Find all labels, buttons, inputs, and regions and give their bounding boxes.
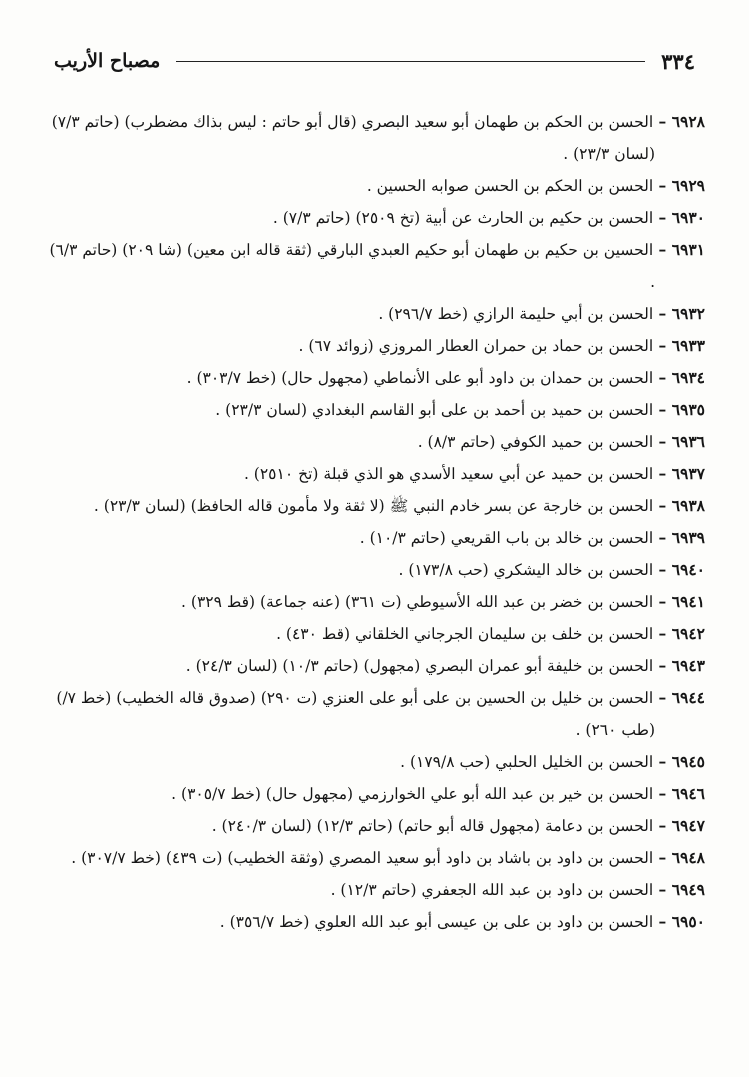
entry-number: ٦٩٤٢: [671, 624, 705, 643]
entry-number: ٦٩٣٤: [671, 368, 705, 387]
entry-dash: –: [653, 176, 672, 195]
entry-number: ٦٩٣٧: [671, 464, 705, 483]
page-number: ٣٣٤: [661, 48, 695, 74]
entry-dash: –: [653, 208, 672, 227]
entry-number: ٦٩٤٧: [671, 816, 705, 835]
entry-text: الحسن بن الحكم بن الحسن صوابه الحسين .: [366, 177, 654, 195]
entry-text: الحسن بن خالد اليشكري (حب ١٧٣/٨) .: [398, 561, 654, 579]
entry-text: الحسن بن حميد عن أبي سعيد الأسدي هو الذي قبلة (تخ ٢٥١٠) .: [243, 465, 654, 483]
entry-number: ٦٩٢٨: [671, 112, 705, 131]
entry-dash: –: [653, 816, 672, 835]
list-item: [44, 394, 705, 426]
entry-dash: –: [653, 336, 672, 355]
page-header: [54, 44, 695, 78]
entry-text: الحسن بن داود بن باشاد بن داود أبو سعيد المصري (وثقة الخطيب) (ت ٤٣٩) (خط ٣٠٧/٧) .: [71, 849, 654, 867]
entry-number: ٦٩٣٣: [671, 336, 705, 355]
entry-number: ٦٩٥٠: [671, 912, 705, 931]
entry-number: ٦٩٤٥: [671, 752, 705, 771]
entry-number: ٦٩٤٨: [671, 848, 705, 867]
entry-text: الحسن بن حماد بن حمران العطار المروزي (زوائد ٦٧) .: [298, 337, 654, 355]
entry-number: ٦٩٣٢: [671, 304, 705, 323]
entry-text: الحسن بن الخليل الحلبي (حب ١٧٩/٨) .: [400, 753, 654, 771]
entry-dash: –: [653, 464, 672, 483]
list-item: [44, 362, 705, 394]
entry-number: ٦٩٣١: [671, 240, 705, 259]
list-item: [44, 298, 705, 330]
entry-number: ٦٩٤٠: [671, 560, 705, 579]
entry-dash: –: [653, 240, 672, 259]
entry-dash: –: [653, 880, 672, 899]
entry-dash: –: [653, 400, 672, 419]
entry-dash: –: [653, 848, 672, 867]
entry-dash: –: [653, 688, 672, 707]
entry-dash: –: [653, 112, 672, 131]
entry-number: ٦٩٤١: [671, 592, 705, 611]
entry-dash: –: [653, 752, 672, 771]
list-item: [44, 202, 705, 234]
entry-list: [44, 106, 705, 938]
entry-dash: –: [653, 592, 672, 611]
list-item: [44, 522, 705, 554]
list-item: [44, 330, 705, 362]
list-item: [44, 906, 705, 938]
entry-text: الحسن بن حكيم بن الحارث عن أبية (تخ ٢٥٠٩) (حاتم ٧/٣) .: [272, 209, 654, 227]
book-title: مصباح الأريب: [54, 50, 161, 72]
entry-text: الحسن بن الحكم بن طهمان أبو سعيد البصري (قال أبو حاتم : ليس بذاك مضطرب) (حاتم ٧/٣) (لسان ٢٣/٣) .: [51, 113, 655, 163]
list-item: [44, 458, 705, 490]
entry-dash: –: [653, 624, 672, 643]
list-item: [44, 778, 705, 810]
entry-dash: –: [653, 304, 672, 323]
entry-number: ٦٩٤٩: [671, 880, 705, 899]
entry-number: ٦٩٣٦: [671, 432, 705, 451]
list-item: [44, 842, 705, 874]
list-item: [44, 874, 705, 906]
entry-dash: –: [653, 560, 672, 579]
list-item: [44, 170, 705, 202]
header-rule: [176, 61, 645, 62]
entry-number: ٦٩٤٤: [671, 688, 705, 707]
list-item: [44, 810, 705, 842]
entry-text: الحسين بن حكيم بن طهمان أبو حكيم العبدي البارقي (ثقة قاله ابن معين) (شا ٢٠٩) (حاتم ٦/٣) .: [49, 241, 655, 291]
list-item: [44, 234, 705, 298]
entry-dash: –: [653, 432, 672, 451]
list-item: [44, 490, 705, 522]
entry-text: الحسن بن خالد بن باب القريعي (حاتم ١٠/٣) .: [359, 529, 654, 547]
entry-number: ٦٩٤٣: [671, 656, 705, 675]
entry-number: ٦٩٢٩: [671, 176, 705, 195]
list-item: [44, 426, 705, 458]
entry-dash: –: [653, 368, 672, 387]
entry-number: ٦٩٣٨: [671, 496, 705, 515]
entry-number: ٦٩٤٦: [671, 784, 705, 803]
entry-number: ٦٩٣٠: [671, 208, 705, 227]
entry-dash: –: [653, 784, 672, 803]
list-item: [44, 682, 705, 746]
list-item: [44, 554, 705, 586]
entry-dash: –: [653, 496, 672, 515]
entry-text: الحسن بن حمدان بن داود أبو على الأنماطي (مجهول حال) (خط ٣٠٣/٧) .: [186, 369, 654, 387]
entry-text: الحسن بن خليل بن الحسين بن على أبو على العنزي (ت ٢٩٠) (صدوق قاله الخطيب) (خط ٧/) (طب ٢٦٠) .: [56, 689, 655, 739]
entry-text: الحسن بن دعامة (مجهول قاله أبو حاتم) (حاتم ١٢/٣) (لسان ٢٤٠/٣) .: [211, 817, 654, 835]
list-item: [44, 650, 705, 682]
entry-text: الحسن بن خلف بن سليمان الجرجاني الخلقاني (قط ٤٣٠) .: [276, 625, 654, 643]
entry-text: الحسن بن داود بن عبد الله الجعفري (حاتم ١٢/٣) .: [330, 881, 654, 899]
entry-text: الحسن بن داود بن على بن عيسى أبو عبد الله العلوي (خط ٣٥٦/٧) .: [219, 913, 654, 931]
entry-number: ٦٩٣٥: [671, 400, 705, 419]
entry-dash: –: [653, 656, 672, 675]
entry-text: الحسن بن حميد بن أحمد بن على أبو القاسم البغدادي (لسان ٢٣/٣) .: [215, 401, 654, 419]
list-item: [44, 746, 705, 778]
entry-text: الحسن بن خارجة عن بسر خادم النبي ﷺ (لا ثقة ولا مأمون قاله الحافظ) (لسان ٢٣/٣) .: [93, 497, 654, 515]
list-item: [44, 106, 705, 170]
list-item: [44, 618, 705, 650]
entry-dash: –: [653, 912, 672, 931]
list-item: [44, 586, 705, 618]
entry-text: الحسن بن حميد الكوفي (حاتم ٨/٣) .: [417, 433, 654, 451]
entry-text: الحسن بن خضر بن عبد الله الأسيوطي (ت ٣٦١) (عنه جماعة) (قط ٣٢٩) .: [181, 593, 654, 611]
entry-number: ٦٩٣٩: [671, 528, 705, 547]
entry-dash: –: [653, 528, 672, 547]
entry-text: الحسن بن أبي حليمة الرازي (خط ٢٩٦/٧) .: [378, 305, 654, 323]
entry-text: الحسن بن خليفة أبو عمران البصري (مجهول) (حاتم ١٠/٣) (لسان ٢٤/٣) .: [185, 657, 654, 675]
entry-text: الحسن بن خير بن عبد الله أبو علي الخوارزمي (مجهول حال) (خط ٣٠٥/٧) .: [171, 785, 654, 803]
